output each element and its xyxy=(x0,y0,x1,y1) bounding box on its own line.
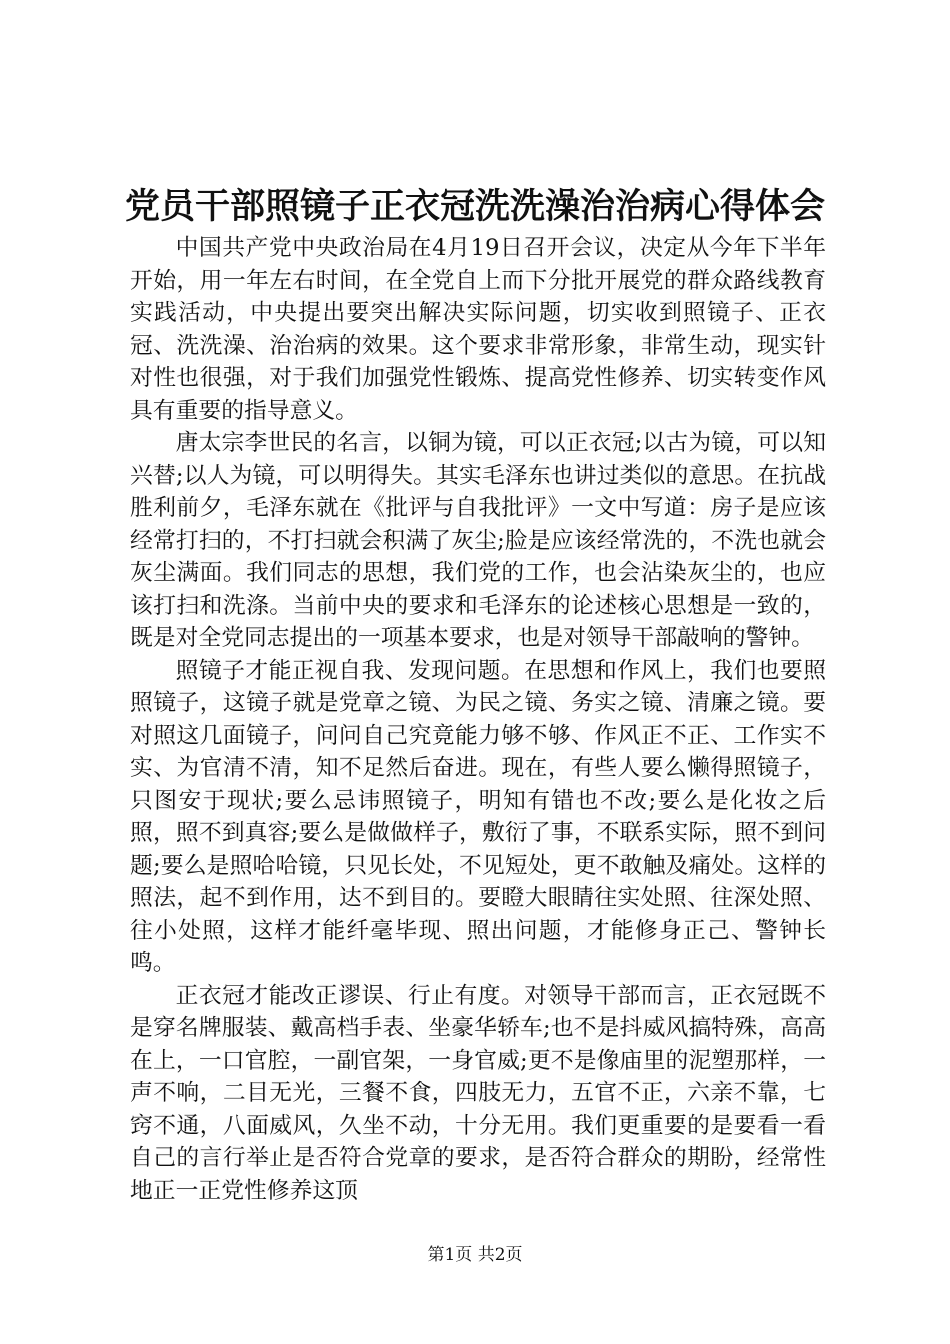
page-number-footer: 第1页 共2页 xyxy=(427,1245,523,1265)
paragraph: 照镜子才能正视自我、发现问题。在思想和作风上，我们也要照照镜子，这镜子就是党章之镜、为民之镜、务实之镜、清廉之镜。要对照这几面镜子，问问自己究竟能力够不够、作风正不正、工作实不实、为官清不清，知不足然后奋进。现在，有些人要么懒得照镜子，只图安于现状;要么忌讳照镜子，明知有错也不改;要么是化妆之后照，照不到真容;要么是做做样子，敷衍了事，不联系实际，照不到问题;要么是照哈哈镜，只见长处，不见短处，更不敢触及痛处。这样的照法，起不到作用，达不到目的。要瞪大眼睛往实处照、往深处照、往小处照，这样才能纤毫毕现、照出问题，才能修身正己、警钟长鸣。 xyxy=(130,657,826,976)
paragraph: 唐太宗李世民的名言，以铜为镜，可以正衣冠;以古为镜，可以知兴替;以人为镜，可以明得失。其实毛泽东也讲过类似的意思。在抗战胜利前夕，毛泽东就在《批评与自我批评》一文中写道：房子是应该经常打扫的，不打扫就会积满了灰尘;脸是应该经常洗的，不洗也就会灰尘满面。我们同志的思想，我们党的工作，也会沾染灰尘的，也应该打扫和洗涤。当前中央的要求和毛泽东的论述核心思想是一致的，既是对全党同志提出的一项基本要求，也是对领导干部敲响的警钟。 xyxy=(130,430,826,651)
paragraph: 正衣冠才能改正谬误、行止有度。对领导干部而言，正衣冠既不是穿名牌服装、戴高档手表、坐豪华轿车;也不是抖威风搞特殊，高高在上，一口官腔，一副官架，一身官威;更不是像庙里的泥塑那样，一声不响，二目无光，三餐不食，四肢无力，五官不正，六亲不靠，七窍不通，八面威风，久坐不动，十分无用。我们更重要的是要看一看自己的言行举止是否符合党章的要求，是否符合群众的期盼，经常性地正一正党性修养这顶 xyxy=(130,982,826,1204)
page-title: 党员干部照镜子正衣冠洗洗澡治治病心得体会 xyxy=(124,186,825,227)
document-body xyxy=(130,232,826,1207)
paragraph: 中国共产党中央政治局在4月19日召开会议，决定从今年下半年开始，用一年左右时间，在全党自上而下分批开展党的群众路线教育实践活动，中央提出要突出解决实际问题，切实收到照镜子、正衣冠、洗洗澡、治治病的效果。这个要求非常形象，非常生动，现实针对性也很强，对于我们加强党性锻炼、提高党性修养、切实转变作风具有重要的指导意义。 xyxy=(130,235,826,424)
